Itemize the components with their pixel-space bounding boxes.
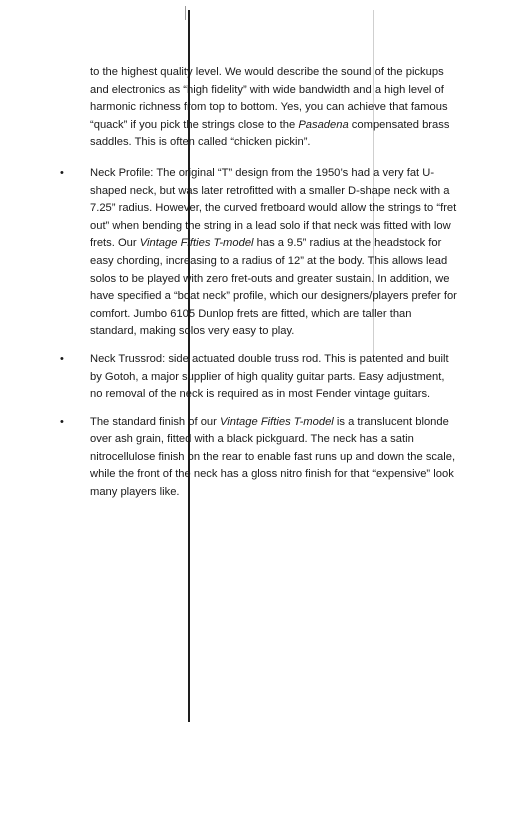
text-segment: compensated brass saddles. This is often called “chicken pickin”. xyxy=(90,118,450,149)
text-segment: The standard finish of our xyxy=(90,415,220,428)
scan-artifact-line xyxy=(185,6,186,20)
text-segment: Neck Trussrod: side actuated double truss rod. This is patented and built by Gotoh, a major supplier of high quality guitar parts. Easy adjustment, no removal of the neck is required as in most Fender vintage guitars. xyxy=(90,352,449,401)
bullet-standard-finish xyxy=(58,414,458,502)
bullet-marker: • xyxy=(60,415,64,428)
bullet-marker: • xyxy=(60,166,64,179)
bullet-list xyxy=(58,165,458,502)
italic-product-name: Pasadena xyxy=(298,118,349,131)
text-segment: has a 9.5” radius at the headstock for easy chording, increasing to a radius of 12” at the body. This allows lead solos to be played with zero fret-outs and greater sustain. In addition, we have specified a “boat neck” profile, which our designers/players prefer for comfort. Jumbo 6105 Dunlop frets are fitted, which are taller than standard, making solos very easy to play. xyxy=(90,237,457,338)
bullet-neck-trussrod xyxy=(58,351,458,404)
bullet-neck-profile xyxy=(58,165,458,341)
italic-product-name: Vintage Fifties T-model xyxy=(139,237,254,250)
text-segment: is a translucent blonde over ash grain, fitted with a black pickguard. The neck has a satin nitrocellulose finish on the rear to enable fast runs up and down the scale, while the front of the neck has a gloss nitro finish for that “expensive” look many players like. xyxy=(90,415,456,499)
document-body xyxy=(58,64,458,512)
bullet-marker: • xyxy=(60,352,64,365)
italic-product-name: Vintage Fifties T-model xyxy=(219,415,334,428)
text-segment: to the highest quality level. We would describe the sound of the pickups and electronics as “high fidelity” with wide bandwidth and a high level of harmonic richness from top to bottom. Yes, you can achieve that famous “quack” if you pick the strings close to the xyxy=(90,66,448,131)
continuation-paragraph xyxy=(58,64,458,152)
text-segment: Neck Profile: The original “T” design from the 1950’s had a very fat U-shaped neck, but was later retrofitted with a smaller D-shape neck with a 7.25” radius. However, the curved fretboard would allow the strings to “fret out” when bending the string in a lead solo if that neck was fitted with low frets. Our xyxy=(90,166,457,250)
